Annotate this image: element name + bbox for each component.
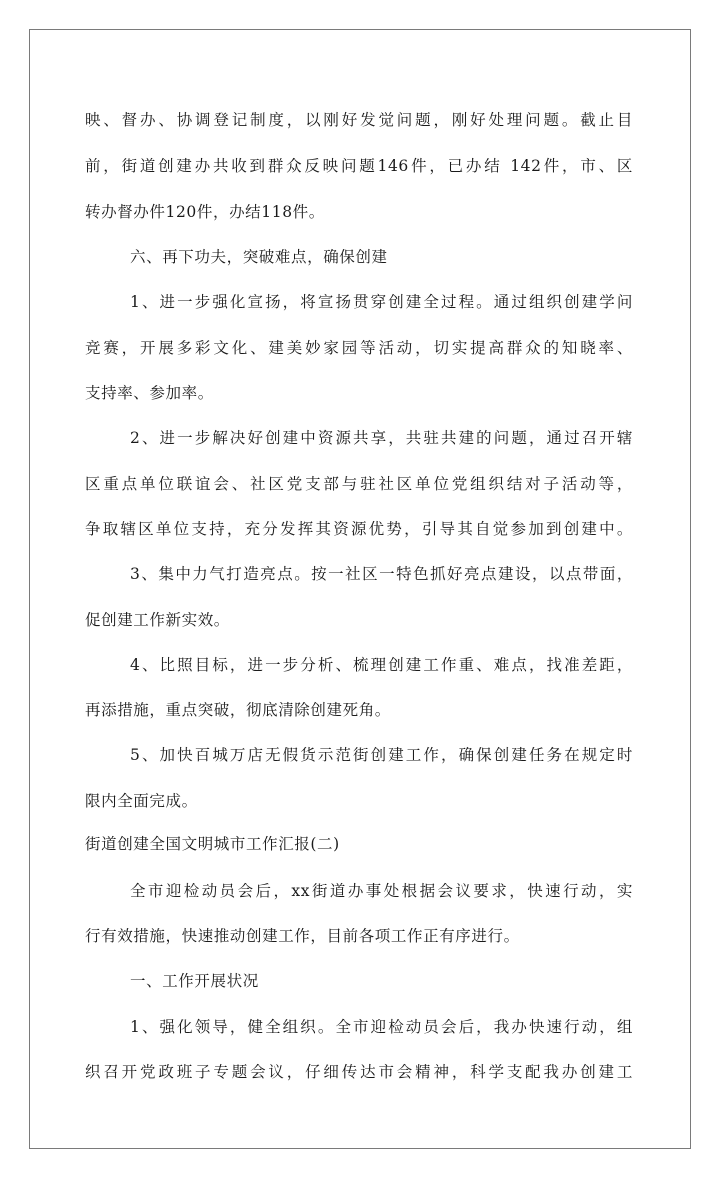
paragraph-line: 竞赛，开展多彩文化、建美妙家园等活动，切实提高群众的知晓率、 — [85, 339, 633, 357]
paragraph-line: 1、进一步强化宣扬，将宣扬贯穿创建全过程。通过组织创建学问 — [130, 293, 633, 311]
paragraph-line: 再添措施，重点突破，彻底清除创建死角。 — [85, 701, 391, 719]
paragraph-line: 促创建工作新实效。 — [85, 611, 230, 629]
paragraph-line: 限内全面完成。 — [85, 792, 198, 810]
paragraph-line: 5、加快百城万店无假货示范街创建工作，确保创建任务在规定时 — [130, 746, 633, 764]
paragraph-line: 3、集中力气打造亮点。按一社区一特色抓好亮点建设，以点带面， — [130, 565, 633, 583]
page-frame — [29, 29, 691, 1149]
paragraph-line: 全市迎检动员会后，xx街道办事处根据会议要求，快速行动，实 — [130, 882, 633, 900]
paragraph-line: 织召开党政班子专题会议，仔细传达市会精神，科学支配我办创建工 — [85, 1063, 633, 1081]
document-title: 街道创建全国文明城市工作汇报(二) — [85, 835, 340, 853]
paragraph-line: 映、督办、协调登记制度，以刚好发觉问题，刚好处理问题。截止目 — [85, 111, 633, 129]
paragraph-line: 1、强化领导，健全组织。全市迎检动员会后，我办快速行动，组 — [130, 1018, 633, 1036]
paragraph-line: 争取辖区单位支持，充分发挥其资源优势，引导其自觉参加到创建中。 — [85, 520, 633, 538]
paragraph-line: 区重点单位联谊会、社区党支部与驻社区单位党组织结对子活动等， — [85, 475, 633, 493]
paragraph-line: 2、进一步解决好创建中资源共享，共驻共建的问题，通过召开辖 — [130, 429, 633, 447]
section-heading: 六、再下功夫，突破难点，确保创建 — [130, 248, 388, 266]
paragraph-line: 支持率、参加率。 — [85, 384, 214, 402]
paragraph-line: 行有效措施，快速推动创建工作，目前各项工作正有序进行。 — [85, 927, 520, 945]
section-heading: 一、工作开展状况 — [130, 972, 259, 990]
paragraph-line: 4、比照目标，进一步分析、梳理创建工作重、难点，找准差距， — [130, 656, 633, 674]
paragraph-line: 前，街道创建办共收到群众反映问题146件，已办结 142件，市、区 — [85, 157, 633, 175]
paragraph-line: 转办督办件120件，办结118件。 — [85, 203, 325, 221]
